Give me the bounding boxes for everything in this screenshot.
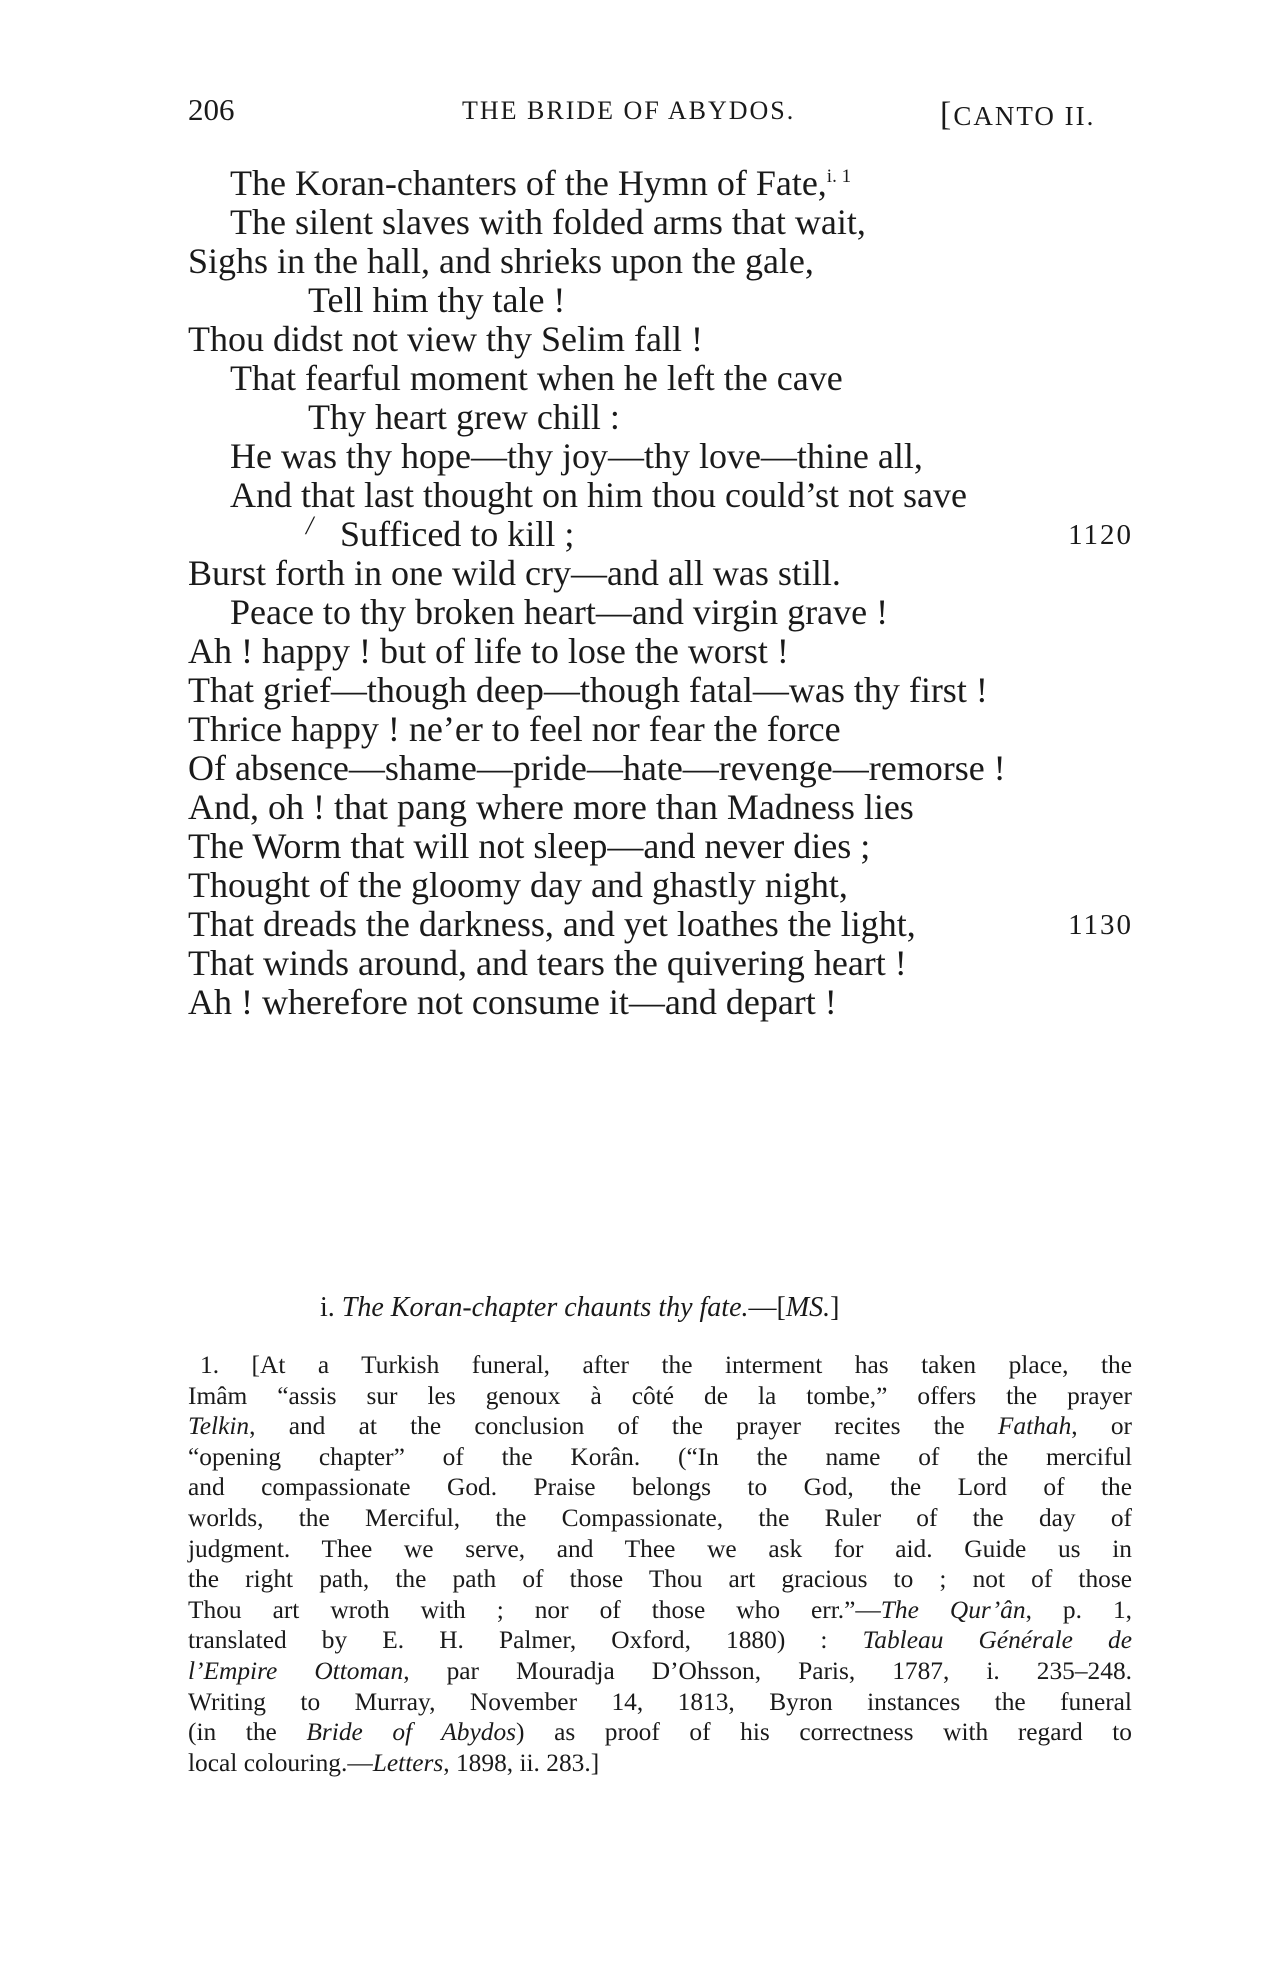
- footnote-italic-text: Tableau Générale de: [862, 1626, 1132, 1655]
- poem-line-text: The Worm that will not sleep—and never dies ;: [188, 826, 871, 866]
- editorial-mark: /: [306, 511, 314, 540]
- canto-text: CANTO II.: [953, 101, 1096, 131]
- poem-line-text: Of absence—shame—pride—hate—revenge—remorse !: [188, 748, 1006, 788]
- footnote-line: [188, 1748, 1132, 1779]
- variant-close: ]: [830, 1292, 840, 1323]
- footnote-text: the right path, the path of those Thou art gracious to ; not of those: [188, 1565, 1132, 1594]
- footnote-italic-text: l’Empire Ottoman: [188, 1656, 404, 1685]
- footnote-text: (in the: [188, 1718, 307, 1747]
- poem-line-text: The Koran-chanters of the Hymn of Fate,: [230, 163, 827, 203]
- poem-line-text: That fearful moment when he left the cave: [230, 358, 843, 398]
- line-number: 1120: [1068, 519, 1133, 551]
- running-title: THE BRIDE OF ABYDOS.: [462, 96, 796, 125]
- footnote-line: [188, 1717, 1132, 1748]
- poem-line-text: That winds around, and tears the quivering heart !: [188, 943, 907, 983]
- poem-line-text: Tell him thy tale !: [308, 280, 566, 320]
- footnote-text: , and at the conclusion of the prayer recites the: [249, 1412, 998, 1441]
- footnote-text: “opening chapter” of the Korân. (“In the name of the merciful: [188, 1442, 1132, 1471]
- poem-line-text: And that last thought on him thou could’st not save: [230, 475, 967, 515]
- poem-line-text: Thought of the gloomy day and ghastly night,: [188, 865, 848, 905]
- footnote-line: [188, 1595, 1132, 1626]
- variant-text: The Koran-chapter chaunts thy fate.: [341, 1292, 749, 1323]
- footnote-line: [188, 1564, 1132, 1595]
- poem-line-text: Sufficed to kill ;: [340, 514, 575, 554]
- footnote-text: 1. [At a Turkish funeral, after the interment has taken place, the: [200, 1351, 1132, 1379]
- line-number: 1130: [1068, 909, 1133, 941]
- poem-line-text: Thou didst not view thy Selim fall !: [188, 319, 703, 359]
- footnote-line: [188, 1687, 1132, 1718]
- footnote: [188, 1350, 1132, 1778]
- page-number: 206: [188, 92, 235, 127]
- poem-line-text: He was thy hope—thy joy—thy love—thine all,: [230, 436, 923, 476]
- footnote-text: translated by E. H. Palmer, Oxford, 1880) :: [188, 1626, 863, 1655]
- footnote-line: [188, 1442, 1132, 1473]
- footnote-text: , par Mouradja D’Ohsson, Paris, 1787, i. 235–248.: [403, 1656, 1132, 1685]
- footnote-italic-text: Letters: [372, 1748, 444, 1777]
- footnote-italic-text: Telkin: [188, 1412, 250, 1441]
- canto-label: [940, 96, 1095, 136]
- poem-line-text: Burst forth in one wild cry—and all was still.: [188, 553, 841, 593]
- footnote-text: , 1898, ii. 283.]: [443, 1748, 600, 1777]
- footnote-text: , or: [1071, 1412, 1132, 1441]
- variant-dash: —[: [748, 1292, 786, 1323]
- footnote-line: [188, 1656, 1132, 1687]
- footnote-reference: i. 1: [826, 166, 852, 187]
- footnote-text: Writing to Murray, November 14, 1813, Byron instances the funeral: [188, 1687, 1132, 1716]
- footnote-text: ) as proof of his correctness with regard to: [516, 1718, 1133, 1747]
- variant-label: i.: [320, 1292, 335, 1323]
- poem-line-text: Ah ! wherefore not consume it—and depart !: [188, 982, 837, 1022]
- footnote-italic-text: The Qur’ân: [880, 1595, 1026, 1624]
- footnote-line: [188, 1503, 1132, 1534]
- footnote-text: , p. 1,: [1025, 1595, 1132, 1624]
- poem-line-text: Peace to thy broken heart—and virgin grave !: [230, 592, 889, 632]
- poem-line-text: And, oh ! that pang where more than Madness lies: [188, 787, 914, 827]
- footnote-text: Imâm “assis sur les genoux à côté de la tombe,” offers the prayer: [188, 1381, 1132, 1410]
- variant-source: MS.: [785, 1292, 831, 1323]
- footnote-text: worlds, the Merciful, the Compassionate, the Ruler of the day of: [188, 1503, 1132, 1532]
- variant-reading: [320, 1288, 840, 1328]
- footnote-line: [188, 1472, 1132, 1503]
- poem-line-text: That grief—though deep—though fatal—was thy first !: [188, 670, 988, 710]
- poem-line-text: Thrice happy ! ne’er to feel nor fear the force: [188, 709, 841, 749]
- poem-line-text: Thy heart grew chill :: [308, 397, 620, 437]
- footnote-text: judgment. Thee we serve, and Thee we ask for aid. Guide us in: [188, 1534, 1132, 1563]
- footnote-line: [188, 1625, 1132, 1656]
- poem-line-text: That dreads the darkness, and yet loathes the light,: [188, 904, 916, 944]
- footnote-line: [188, 1350, 1132, 1381]
- footnote-line: [188, 1411, 1132, 1442]
- poem-line: [188, 977, 837, 1027]
- canto-bracket: [: [940, 96, 954, 133]
- footnote-line: [188, 1534, 1132, 1565]
- footnote-line: [188, 1381, 1132, 1412]
- footnote-italic-text: Bride of Abydos: [306, 1718, 517, 1747]
- footnote-text: local colouring.—: [188, 1748, 373, 1777]
- poem-line-text: Sighs in the hall, and shrieks upon the gale,: [188, 241, 814, 281]
- poem-line-text: Ah ! happy ! but of life to lose the worst !: [188, 631, 789, 671]
- poem-line-text: The silent slaves with folded arms that wait,: [230, 202, 866, 242]
- footnote-italic-text: Fathah: [997, 1412, 1072, 1441]
- footnote-text: and compassionate God. Praise belongs to God, the Lord of the: [188, 1473, 1132, 1502]
- footnote-text: Thou art wroth with ; nor of those who err.”—: [188, 1595, 881, 1624]
